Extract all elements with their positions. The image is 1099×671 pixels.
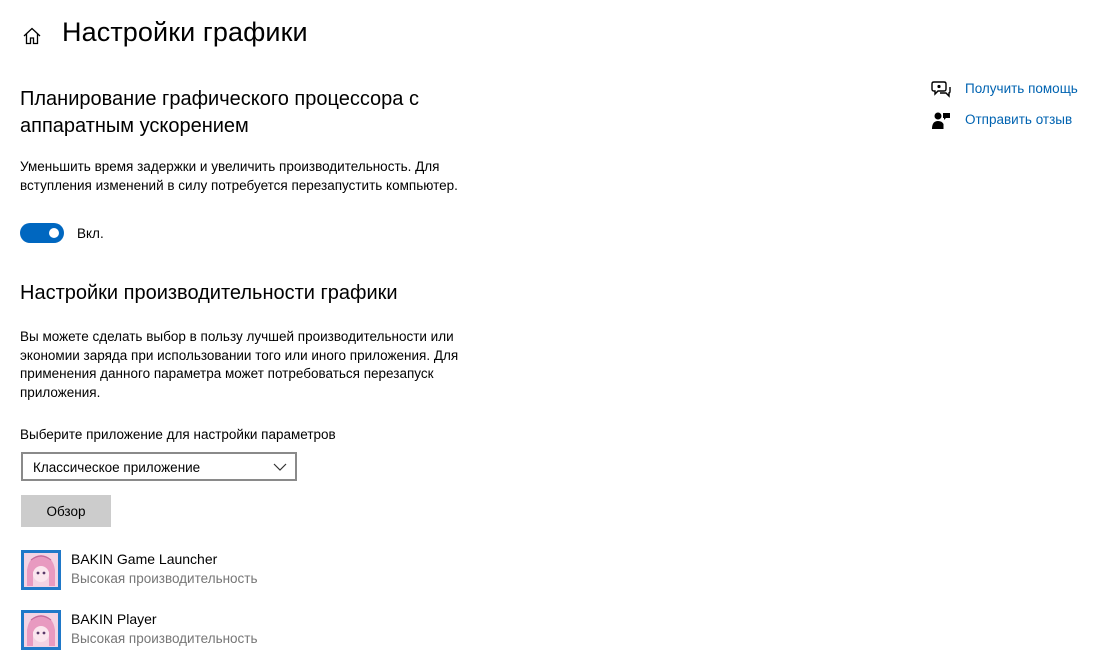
app-icon (21, 550, 61, 590)
toggle-knob (49, 228, 59, 238)
app-list-item[interactable] (21, 548, 421, 594)
get-help-link[interactable] (930, 79, 1095, 101)
toggle-state-label: Вкл. (77, 226, 104, 241)
chevron-down-icon (273, 462, 287, 472)
app-preference: Высокая производительность (71, 571, 258, 586)
get-help-label: Получить помощь (965, 81, 1078, 96)
app-name: BAKIN Game Launcher (71, 551, 218, 567)
performance-heading: Настройки производительности графики (20, 282, 398, 304)
gpu-scheduling-description: Уменьшить время задержки и увеличить производительность. Для вступления изменений в силу потребуется перезапустить компьютер. (20, 159, 458, 193)
app-icon (21, 610, 61, 650)
home-icon (22, 26, 42, 46)
app-preference: Высокая производительность (71, 631, 258, 646)
page-title: Настройки графики (62, 17, 308, 47)
app-select-label: Выберите приложение для настройки параметров (20, 427, 336, 442)
gpu-scheduling-heading: Планирование графического процессора с аппаратным ускорением (20, 88, 419, 137)
browse-button[interactable]: Обзор (21, 495, 111, 527)
app-type-value: Классическое приложение (33, 460, 201, 475)
help-chat-icon (930, 79, 952, 101)
send-feedback-label: Отправить отзыв (965, 112, 1073, 127)
feedback-person-icon (930, 110, 952, 132)
send-feedback-link[interactable] (930, 110, 1095, 132)
gpu-scheduling-toggle[interactable] (20, 223, 64, 243)
performance-description: Вы можете сделать выбор в пользу лучшей производительности или экономии заряда при использовании того или иного приложения. Для применения данного параметра может потребоваться перезапуск приложения. (20, 329, 459, 400)
app-name: BAKIN Player (71, 611, 157, 627)
app-list-item[interactable] (21, 608, 421, 654)
home-button[interactable] (18, 22, 46, 50)
app-type-dropdown[interactable] (21, 452, 297, 481)
